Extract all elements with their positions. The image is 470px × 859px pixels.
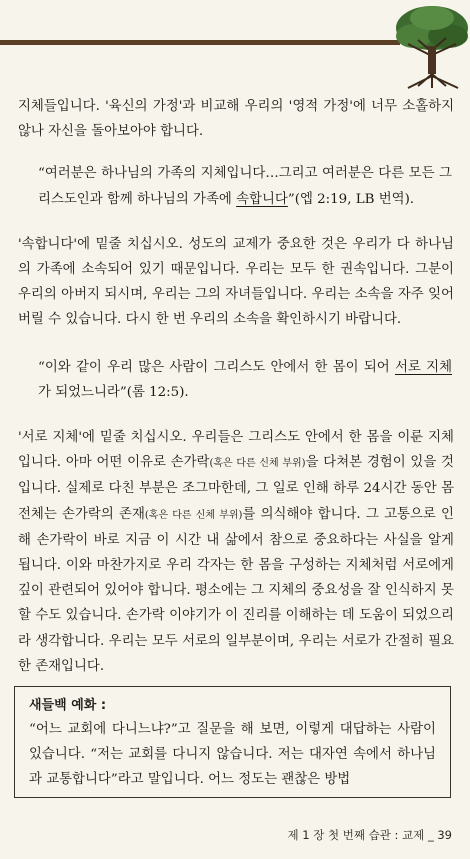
tree-icon: [388, 0, 470, 92]
page-footer: 제 1 장 첫 번째 습관 : 교제 _ 39: [287, 828, 452, 842]
members-text-2: 을 다쳐본 경험이 있을 것입니다. 실제로 다친 부분은 조그마한데, 그 일로 인해 하루 24시간 동안 몸 전체는 손가락의 존재: [18, 455, 454, 522]
members-note-1: (혹은 다른 신체 부위): [209, 458, 306, 470]
members-text-3: 를 의식해야 합니다. 그 고통으로 인해 손가락이 바로 지금 이 시간 내 삶에서 참으로 중요하다는 사실을 알게 됩니다. 이와 마찬가지로 우리 각자는 한 몸을 구성하는 지체처럼 서로에게 깊이 관련되어 있어야 합니다. 평소에는 그 지체의 중요성을 잘 인식하지 못할 수도 있습니다. 손가락 이야기가 이 진리를 이해하는 데 도움이 되었으리라 생각합니다. 우리는 모두 서로의 일부분이며, 우리는 서로가 간절히 필요한 존재입니다.: [18, 506, 454, 674]
header-rule: [0, 40, 400, 45]
paragraph-intro: 지체들입니다. '육신의 가정'과 비교해 우리의 '영적 가정'에 너무 소홀하지 않나 자신을 돌아보아야 합니다.: [18, 99, 454, 140]
underlined-belong: 속합니다: [236, 191, 288, 207]
illustration-box: [14, 686, 451, 798]
quote-ephesians-text: “여러분은 하나님의 가족의 지체입니다…그리고 여러분은 다른 모든 그리스도인과 함께 하나님의 가족에: [38, 166, 452, 207]
quote-romans: [18, 355, 454, 405]
quote-romans-text: “이와 같이 우리 많은 사람이 그리스도 안에서 한 몸이 되어: [38, 359, 395, 375]
illustration-text: “어느 교회에 다니느냐?”고 질문을 해 보면, 이렇게 대답하는 사람이 있습니다. “저는 교회를 다니지 않습니다. 저는 대자연 속에서 하나님과 교통합니다”라고 말입니다. 어느 정도는 괜찮은 방법: [29, 722, 436, 787]
paragraph-members: [18, 425, 454, 679]
quote-ephesians-ref: ”(엡 2:19, LB 번역).: [287, 191, 415, 207]
quote-ephesians: [18, 161, 454, 211]
underlined-members: 서로 지체: [395, 359, 453, 375]
illustration-title: 새들백 예화 :: [29, 698, 107, 713]
paragraph-belong: '속합니다'에 밑줄 치십시오. 성도의 교제가 중요한 것은 우리가 다 하나님의 가족에 소속되어 있기 때문입니다. 우리는 모두 한 권속입니다. 그분이 우리의 아버지 되시며, 우리는 그의 자녀들입니다. 우리는 소속을 자주 잊어버릴 수 있습니다. 다시 한 번 우리의 소속을 확인하시기 바랍니다.: [18, 236, 454, 328]
page-body: [18, 94, 454, 679]
quote-romans-ref: 가 되었느니라”(롬 12:5).: [38, 384, 189, 400]
members-text-1: '서로 지체'에 밑줄 치십시오. 우리들은 그리스도 안에서 한 몸을 이룬 지체입니다. 아마 어떤 이유로 손가락: [18, 430, 454, 471]
members-note-2: (혹은 다른 신체 부위): [144, 509, 243, 521]
